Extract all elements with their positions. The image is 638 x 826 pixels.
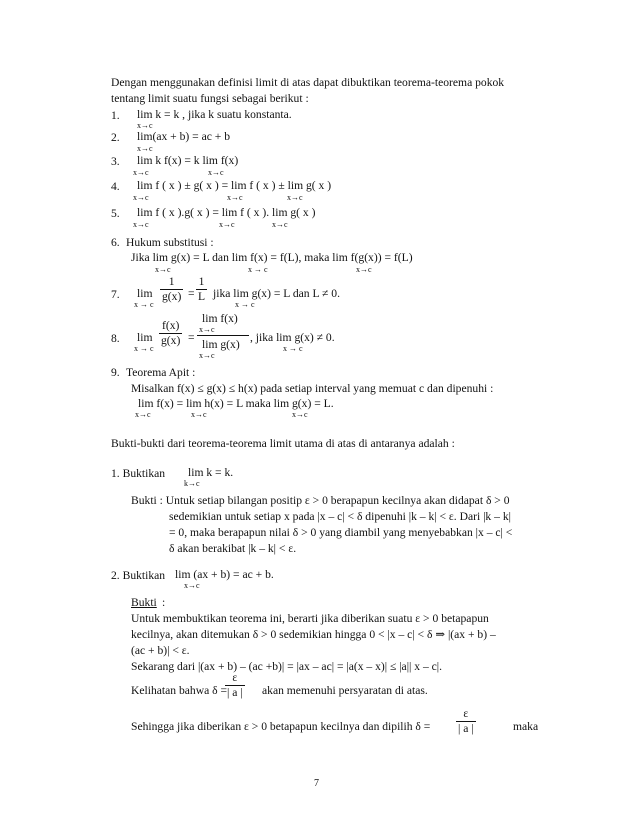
theorem-2-number: 2. xyxy=(111,131,120,144)
theorem-9-sub-3: x→c xyxy=(292,410,308,419)
proof-2-bukti-text: Bukti xyxy=(131,596,157,609)
fraction-bar xyxy=(197,335,249,336)
theorem-6-number: 6. xyxy=(111,236,120,249)
theorem-7-number: 7. xyxy=(111,288,120,301)
proof-2-line-4: Sekarang dari |(ax + b) – (ac +b)| = |ax – ac| = |a(x – x)| ≤ |a|| x – c|. xyxy=(131,660,442,673)
theorem-8-equals: = xyxy=(188,331,195,344)
intro-line-1: Dengan menggunakan definisi limit di atas dapat dibuktikan teorema-teorema pokok xyxy=(111,76,505,89)
proof-2-line-2: kecilnya, akan ditemukan δ > 0 sedemikian hingga 0 < |x – c| < δ ⇒ |(ax + b) – xyxy=(131,628,496,641)
proof-1-line-3: = 0, maka berapapun nilai δ > 0 yang diambil yang menyebabkan |x – c| < xyxy=(169,526,513,539)
theorem-6-sub-1: x→c xyxy=(155,265,171,274)
theorem-3-sub-2: x→c xyxy=(208,168,224,177)
theorem-5-sub-3: x→c xyxy=(272,220,288,229)
theorem-1-number: 1. xyxy=(111,109,120,122)
proof-1-line-2: sedemikian untuk setiap x pada |x – c| < δ dipenuhi |k – k| < ε. Dari |k – k| xyxy=(169,510,511,523)
proof-1-line-4: δ akan berakibat |k – k| < ε. xyxy=(169,542,297,555)
theorem-1-sub: x→c xyxy=(137,121,153,130)
proof-2-delta-fraction-2 xyxy=(456,708,476,735)
theorem-8-numerator-left: f(x) xyxy=(161,319,180,332)
theorem-7-equals: = xyxy=(188,287,195,300)
proof-1-sub: k→c xyxy=(184,479,200,488)
theorem-9-sub-1: x→c xyxy=(135,410,151,419)
proof-2-delta2-den: | a | xyxy=(458,722,474,735)
theorem-7-denominator-left: g(x) xyxy=(162,290,182,303)
theorem-7-sub-2: x → c xyxy=(235,300,255,309)
theorem-7-numerator-right: 1 xyxy=(198,275,205,288)
theorem-8-number: 8. xyxy=(111,332,120,345)
theorem-7-condition: jika lim g(x) = L dan L ≠ 0. xyxy=(213,287,340,300)
theorem-6-sub-3: x→c xyxy=(356,265,372,274)
proof-2-kelihatan-tail: akan memenuhi persyaratan di atas. xyxy=(262,684,428,697)
theorem-7-numerator-left: 1 xyxy=(168,275,175,288)
theorem-4-sub-2: x→c xyxy=(227,193,243,202)
theorem-4-sub-1: x→c xyxy=(133,193,149,202)
theorem-8-den2-sub: x→c xyxy=(199,351,215,360)
theorem-4-expr: lim f ( x ) ± g( x ) = lim f ( x ) ± lim g( x ) xyxy=(137,179,332,192)
proof-2-kelihatan: Kelihatan bahwa δ = xyxy=(131,684,228,697)
theorem-6-title: Hukum substitusi : xyxy=(126,236,214,249)
proof-2-line-1: Untuk membuktikan teorema ini, berarti jika diberikan suatu ε > 0 betapapun xyxy=(131,612,489,625)
theorem-4-number: 4. xyxy=(111,180,120,193)
proofs-intro: Bukti-bukti dari teorema-teorema limit utama di atas di antaranya adalah : xyxy=(111,437,455,450)
proof-2-delta-num: ε xyxy=(232,671,238,684)
theorem-8-fraction-left xyxy=(159,320,182,347)
theorem-9-number: 9. xyxy=(111,366,120,379)
theorem-9-sub-2: x→c xyxy=(191,410,207,419)
theorem-7-fraction-left xyxy=(160,276,183,303)
theorem-8-lim: lim xyxy=(137,331,153,344)
theorem-6-sub-2: x → c xyxy=(248,265,268,274)
page-number: 7 xyxy=(314,778,319,789)
theorem-9-line-2: lim f(x) = lim h(x) = L maka lim g(x) = L. xyxy=(138,397,334,410)
proof-1-expr: lim k = k. xyxy=(188,466,234,479)
theorem-8-sub: x → c xyxy=(134,344,154,353)
theorem-5-number: 5. xyxy=(111,207,120,220)
theorem-8-den2-top: lim g(x) xyxy=(202,338,240,351)
intro-line-2: tentang limit suatu fungsi sebagai berikut : xyxy=(111,92,309,105)
theorem-6-expr: Jika lim g(x) = L dan lim f(x) = f(L), maka lim f(g(x)) = f(L) xyxy=(131,251,413,264)
theorem-8-condition: , jika lim g(x) ≠ 0. xyxy=(250,331,335,344)
theorem-3-expr: lim k f(x) = k lim f(x) xyxy=(137,154,239,167)
theorem-9-line-1: Misalkan f(x) ≤ g(x) ≤ h(x) pada setiap interval yang memuat c dan dipenuhi : xyxy=(131,382,494,395)
proof-2-bukti-label xyxy=(131,596,157,609)
theorem-7-sub: x → c xyxy=(134,300,154,309)
theorem-7-fraction-right xyxy=(196,276,207,303)
proof-2-maka: maka xyxy=(513,720,539,733)
proof-2-delta-fraction xyxy=(225,672,245,699)
theorem-5-sub-2: x→c xyxy=(219,220,235,229)
theorem-8-num2-top: lim f(x) xyxy=(202,312,238,325)
proof-1-line-1: Bukti : Untuk setiap bilangan positip ε > 0 berapapun kecilnya akan didapat δ > 0 xyxy=(131,494,510,507)
proof-2-delta2-num: ε xyxy=(463,707,469,720)
theorem-8-sub-2: x → c xyxy=(283,344,303,353)
theorem-2-sub: x→c xyxy=(137,144,153,153)
theorem-7-lim: lim xyxy=(137,287,153,300)
proof-2-delta-den: | a | xyxy=(227,686,243,699)
theorem-7-denominator-right: L xyxy=(198,290,206,303)
theorem-4-sub-3: x→c xyxy=(287,193,303,202)
theorem-3-number: 3. xyxy=(111,155,120,168)
theorem-8-num2-sub: x→c xyxy=(199,325,215,334)
proof-2-head: 2. Buktikan xyxy=(111,569,166,582)
theorem-2-expr: lim(ax + b) = ac + b xyxy=(137,130,231,143)
theorem-3-sub-1: x→c xyxy=(133,168,149,177)
proof-2-bukti-colon: : xyxy=(162,596,166,609)
proof-2-sub: x→c xyxy=(184,581,200,590)
theorem-9-title: Teorema Apit : xyxy=(126,366,196,379)
proof-2-line-3: (ac + b)| < ε. xyxy=(131,644,190,657)
proof-2-sehingga: Sehingga jika diberikan ε > 0 betapapun kecilnya dan dipilih δ = xyxy=(131,720,431,733)
theorem-5-sub-1: x→c xyxy=(133,220,149,229)
proof-2-expr: lim (ax + b) = ac + b. xyxy=(175,568,274,581)
theorem-5-expr: lim f ( x ).g( x ) = lim f ( x ). lim g( x ) xyxy=(137,206,316,219)
theorem-1-expr: lim k = k , jika k suatu konstanta. xyxy=(137,108,292,121)
theorem-8-denominator-left: g(x) xyxy=(161,334,181,347)
proof-1-head: 1. Buktikan xyxy=(111,467,166,480)
